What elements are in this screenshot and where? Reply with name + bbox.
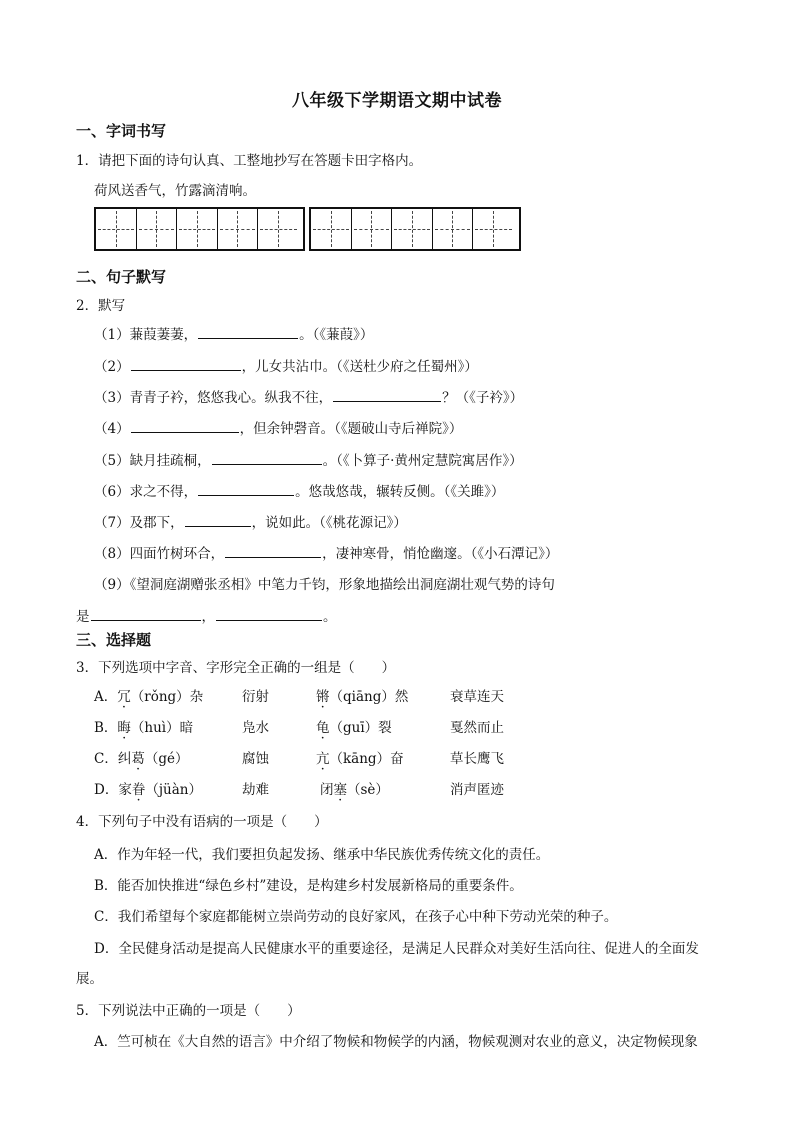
question-3: 3．下列选项中字音、字形完全正确的一组是（ ） <box>76 660 396 676</box>
section-heading-3: 三、选择题 <box>76 631 152 649</box>
marked-char: 晦 <box>117 720 131 736</box>
line-text: ，儿女共沾巾。（《送杜少府之任蜀州》） <box>241 359 478 375</box>
q3-option-b-word2: 凫水 <box>242 720 269 736</box>
marked-char: 眷 <box>131 782 146 798</box>
line-text: （3）青青子衿，悠悠我心。纵我不往， <box>94 390 333 406</box>
recite-line-2 <box>94 355 478 375</box>
option-letter: C．纠 <box>94 751 132 767</box>
q3-option-a-word4: 衰草连天 <box>450 689 504 705</box>
line-text: 。 <box>323 609 337 625</box>
question-2: 2．默写 <box>76 298 126 314</box>
line-text: （6）求之不得， <box>94 484 198 500</box>
q3-option-a[interactable] <box>94 685 203 705</box>
option-text: （rǒng）杂 <box>130 689 204 705</box>
grid-cell[interactable] <box>433 209 474 249</box>
marked-char: 龟 <box>316 720 330 736</box>
option-text: （jüàn） <box>145 782 202 798</box>
q4-option-a[interactable]: A．作为年轻一代，我们要担负起发扬、继承中华民族优秀传统文化的责任。 <box>94 847 550 863</box>
q4-option-d-cont: 展。 <box>76 971 103 987</box>
section-heading-2: 二、句子默写 <box>76 268 167 286</box>
line-text: 是 <box>76 609 90 625</box>
option-letter: B． <box>94 720 118 736</box>
grid-cell[interactable] <box>311 209 352 249</box>
marked-char: 葛 <box>131 751 145 767</box>
q4-option-d[interactable]: D．全民健身活动是提高人民健康水平的重要途径，是满足人民群众对美好生活向往、促进人的全面发 <box>94 941 699 957</box>
recite-line-8 <box>94 542 558 562</box>
line-text: （8）四面竹树环合， <box>94 546 225 562</box>
grid-cell[interactable] <box>392 209 433 249</box>
writing-grid-right[interactable] <box>309 207 521 251</box>
grid-cell[interactable] <box>352 209 393 249</box>
line-text: ，凄神寒骨，悄怆幽邃。（《小石潭记》） <box>322 546 559 562</box>
grid-cell[interactable] <box>258 209 299 249</box>
fill-blank[interactable] <box>333 387 441 402</box>
page-title: 八年级下学期语文期中试卷 <box>292 91 502 111</box>
option-text: （kāng）奋 <box>329 751 404 767</box>
line-text: 。（《卜算子·黄州定慧院寓居作》） <box>322 453 523 469</box>
marked-char: 锵 <box>316 689 330 705</box>
q3-option-c-word3 <box>316 747 404 767</box>
q3-option-a-word2: 衍射 <box>242 689 269 705</box>
q3-option-d[interactable] <box>94 778 202 798</box>
line-text: ，但余钟磬音。（《题破山寺后禅院》） <box>239 421 463 437</box>
q4-option-b[interactable]: B．能否加快推进“绿色乡村”建设，是构建乡村发展新格局的重要条件。 <box>94 878 523 894</box>
line-text: ？（《子衿》） <box>442 390 524 406</box>
grid-cell[interactable] <box>96 209 137 249</box>
q3-option-c-word2: 腐蚀 <box>242 751 269 767</box>
fill-blank[interactable] <box>225 543 321 558</box>
question-5: 5．下列说法中正确的一项是（ ） <box>76 1003 301 1019</box>
recite-line-6 <box>94 480 504 500</box>
line-text: （1）蒹葭萋萋， <box>94 327 198 343</box>
option-letter: A． <box>94 689 118 705</box>
question-4: 4．下列句子中没有语病的一项是（ ） <box>76 814 328 830</box>
q3-option-d-word4: 消声匿迹 <box>450 782 504 798</box>
grid-cell[interactable] <box>177 209 218 249</box>
marked-char: 塞 <box>333 782 347 798</box>
recite-line-1 <box>94 323 373 343</box>
q5-option-a[interactable]: A．竺可桢在《大自然的语言》中介绍了物候和物候学的内涵，物候观测对农业的意义，决定物候现象 <box>94 1034 698 1050</box>
marked-char: 冗 <box>117 689 131 705</box>
recite-line-3 <box>94 386 523 406</box>
line-text: （2） <box>94 359 130 375</box>
fill-blank[interactable] <box>131 418 239 433</box>
option-text: （huì）暗 <box>130 720 194 736</box>
q3-option-a-word3 <box>316 685 408 705</box>
q3-option-c-word4: 草长鹰飞 <box>450 751 504 767</box>
grid-cell[interactable] <box>218 209 259 249</box>
recite-line-5 <box>94 449 523 469</box>
fill-blank[interactable] <box>198 481 294 496</box>
recite-line-7 <box>94 511 407 531</box>
q3-option-d-word2: 劫难 <box>242 782 269 798</box>
option-text: （sè） <box>347 782 389 798</box>
section-heading-1: 一、字词书写 <box>76 122 167 140</box>
line-text: ， <box>201 609 215 625</box>
option-text: （qiāng）然 <box>329 689 409 705</box>
line-text: ，说如此。（《桃花源记》） <box>251 515 407 531</box>
q3-option-b[interactable] <box>94 716 193 736</box>
option-text: （guī）裂 <box>329 720 392 736</box>
verse-text: 荷风送香气，竹露滴清响。 <box>94 183 256 199</box>
fill-blank[interactable] <box>91 606 201 621</box>
line-text: 。悠哉悠哉，辗转反侧。（《关雎》） <box>295 484 505 500</box>
line-text: （4） <box>94 421 130 437</box>
recite-line-4 <box>94 417 462 437</box>
fill-blank[interactable] <box>131 356 241 371</box>
line-text: （7）及郡下， <box>94 515 184 531</box>
q4-option-c[interactable]: C．我们希望每个家庭都能树立崇尚劳动的良好家风，在孩子心中种下劳动光荣的种子。 <box>94 909 618 925</box>
line-text: 。（《蒹葭》） <box>299 327 374 343</box>
fill-blank[interactable] <box>216 606 322 621</box>
q3-option-b-word4: 戛然而止 <box>450 720 504 736</box>
fill-blank[interactable] <box>185 512 251 527</box>
writing-grid-left[interactable] <box>94 207 305 251</box>
q3-option-d-word3 <box>320 778 389 798</box>
q3-option-b-word3 <box>316 716 392 736</box>
grid-cell[interactable] <box>137 209 178 249</box>
recite-line-9: （9）《望洞庭湖赠张丞相》中笔力千钧，形象地描绘出洞庭湖壮观气势的诗句 <box>94 577 555 593</box>
grid-cell[interactable] <box>473 209 514 249</box>
option-text: （gé） <box>144 751 189 767</box>
line-text: （5）缺月挂疏桐， <box>94 453 211 469</box>
option-letter: D．家 <box>94 782 132 798</box>
recite-line-9-answer <box>76 605 337 625</box>
marked-char: 亢 <box>316 751 330 767</box>
q3-option-c[interactable] <box>94 747 188 767</box>
fill-blank[interactable] <box>212 450 322 465</box>
option-text: 闭 <box>320 782 334 798</box>
fill-blank[interactable] <box>198 324 298 339</box>
question-1: 1．请把下面的诗句认真、工整地抄写在答题卡田字格内。 <box>76 153 423 169</box>
